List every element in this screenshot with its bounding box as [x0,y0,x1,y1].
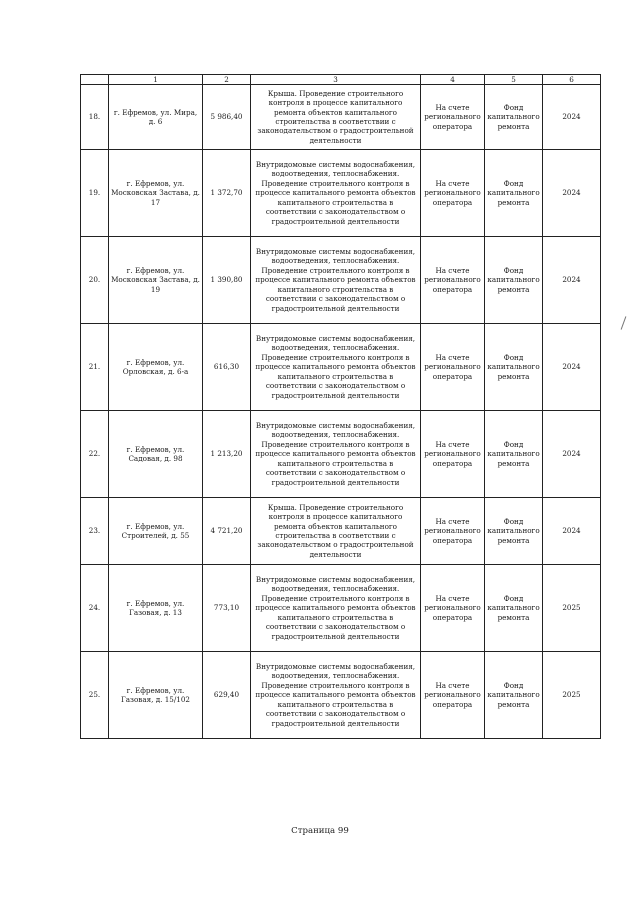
table-row [81,237,601,324]
row-work: Внутридомовые системы водоснабжения, водоотведения, теплоснабжения. Проведение строительного контроля в процессе капитального ремонта объектов капитального строительства в соответствии с законодательством о градостроительной деятельности [251,237,421,324]
row-fund: Фонд капитального ремонта [485,565,543,652]
table-row [81,324,601,411]
capital-repair-table [80,74,601,739]
row-address: г. Ефремов, ул. Газовая, д. 15/102 [109,652,203,739]
row-number: 18. [81,85,109,150]
header-cell-3: 3 [251,75,421,85]
row-source: На счете регионального оператора [421,411,485,498]
row-fund: Фонд капитального ремонта [485,498,543,565]
row-number: 24. [81,565,109,652]
row-address: г. Ефремов, ул. Московская Застава, д. 17 [109,150,203,237]
row-year: 2025 [543,652,601,739]
row-source: На счете регионального оператора [421,85,485,150]
header-cell-6: 6 [543,75,601,85]
page-number: Страница 99 [291,826,349,836]
row-work: Внутридомовые системы водоснабжения, водоотведения, теплоснабжения. Проведение строительного контроля в процессе капитального ремонта объектов капитального строительства в соответствии с законодательством о градостроительной деятельности [251,565,421,652]
row-fund: Фонд капитального ремонта [485,237,543,324]
row-source: На счете регионального оператора [421,498,485,565]
row-area: 5 986,40 [203,85,251,150]
row-fund: Фонд капитального ремонта [485,324,543,411]
row-work: Внутридомовые системы водоснабжения, водоотведения, теплоснабжения. Проведение строительного контроля в процессе капитального ремонта объектов капитального строительства в соответствии с законодательством о градостроительной деятельности [251,324,421,411]
table-row [81,150,601,237]
row-year: 2024 [543,85,601,150]
table-header-row [81,75,601,85]
row-area: 629,40 [203,652,251,739]
row-year: 2025 [543,565,601,652]
row-year: 2024 [543,498,601,565]
row-work: Внутридомовые системы водоснабжения, водоотведения, теплоснабжения. Проведение строительного контроля в процессе капитального ремонта объектов капитального строительства в соответствии с законодательством о градостроительной деятельности [251,652,421,739]
row-work: Внутридомовые системы водоснабжения, водоотведения, теплоснабжения. Проведение строительного контроля в процессе капитального ремонта объектов капитального строительства в соответствии с законодательством о градостроительной деятельности [251,411,421,498]
row-number: 20. [81,237,109,324]
header-cell-5: 5 [485,75,543,85]
row-address: г. Ефремов, ул. Строителей, д. 55 [109,498,203,565]
row-address: г. Ефремов, ул. Московская Застава, д. 19 [109,237,203,324]
row-number: 19. [81,150,109,237]
table-row [81,498,601,565]
row-fund: Фонд капитального ремонта [485,85,543,150]
row-work: Крыша. Проведение строительного контроля в процессе капитального ремонта объектов капитального строительства в соответствии с законодательством о градостроительной деятельности [251,85,421,150]
row-number: 22. [81,411,109,498]
row-area: 1 390,80 [203,237,251,324]
row-area: 616,30 [203,324,251,411]
scan-artifact-mark [621,316,627,329]
row-source: На счете регионального оператора [421,565,485,652]
row-address: г. Ефремов, ул. Мира, д. 6 [109,85,203,150]
row-year: 2024 [543,150,601,237]
row-year: 2024 [543,237,601,324]
row-source: На счете регионального оператора [421,237,485,324]
table-row [81,652,601,739]
row-fund: Фонд капитального ремонта [485,150,543,237]
row-number: 21. [81,324,109,411]
header-cell-4: 4 [421,75,485,85]
row-address: г. Ефремов, ул. Газовая, д. 13 [109,565,203,652]
row-area: 4 721,20 [203,498,251,565]
row-address: г. Ефремов, ул. Орловская, д. 6-а [109,324,203,411]
table-row [81,565,601,652]
row-area: 1 372,70 [203,150,251,237]
row-source: На счете регионального оператора [421,652,485,739]
row-area: 773,10 [203,565,251,652]
row-number: 25. [81,652,109,739]
row-address: г. Ефремов, ул. Садовая, д. 98 [109,411,203,498]
header-cell-1: 1 [109,75,203,85]
header-cell-blank [81,75,109,85]
row-year: 2024 [543,411,601,498]
table-row [81,411,601,498]
row-year: 2024 [543,324,601,411]
row-work: Внутридомовые системы водоснабжения, водоотведения, теплоснабжения. Проведение строительного контроля в процессе капитального ремонта объектов капитального строительства в соответствии с законодательством о градостроительной деятельности [251,150,421,237]
row-fund: Фонд капитального ремонта [485,652,543,739]
row-source: На счете регионального оператора [421,150,485,237]
header-cell-2: 2 [203,75,251,85]
row-fund: Фонд капитального ремонта [485,411,543,498]
table-row [81,85,601,150]
row-number: 23. [81,498,109,565]
row-work: Крыша. Проведение строительного контроля в процессе капитального ремонта объектов капитального строительства в соответствии с законодательством о градостроительной деятельности [251,498,421,565]
row-source: На счете регионального оператора [421,324,485,411]
row-area: 1 213,20 [203,411,251,498]
